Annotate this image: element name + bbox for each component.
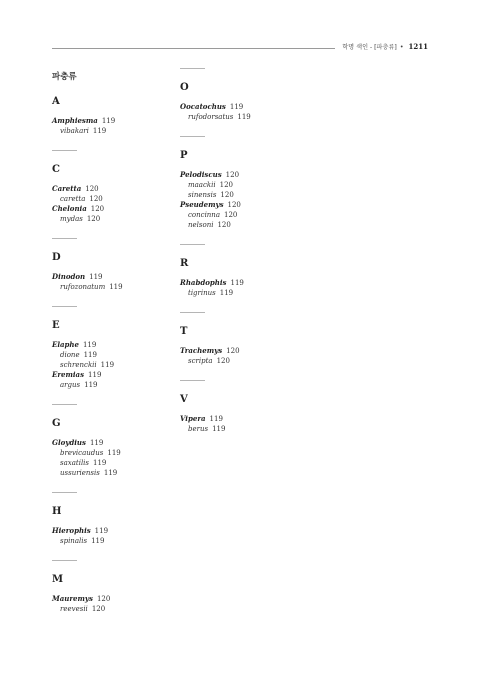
entry-list (180, 102, 290, 122)
page-reference: 119 (209, 415, 223, 423)
group-divider (52, 492, 77, 493)
section-title: 파충류 (52, 72, 77, 82)
genus-entry (52, 116, 162, 126)
entry-list (52, 340, 162, 390)
page-reference: 119 (103, 469, 118, 477)
page-reference: 120 (226, 347, 240, 355)
page-reference: 120 (90, 205, 105, 213)
entry-list (52, 272, 162, 292)
taxon-name: Mauremys (52, 594, 93, 603)
letter-heading: P (180, 150, 188, 161)
page-reference: 120 (227, 201, 241, 209)
species-entry (52, 194, 162, 204)
genus-entry (180, 102, 290, 112)
page-reference: 119 (107, 449, 121, 457)
page-reference: 119 (100, 361, 115, 369)
taxon-name: concinna (188, 211, 220, 219)
page-reference: 119 (84, 381, 98, 389)
letter-group (180, 244, 290, 298)
species-entry (52, 604, 162, 614)
entry-list (180, 278, 290, 298)
group-divider (180, 68, 205, 69)
species-entry (52, 468, 162, 478)
taxon-name: Chelonia (52, 204, 87, 213)
letter-group (52, 150, 162, 224)
entry-list (52, 116, 162, 136)
species-entry (52, 536, 162, 546)
taxon-name: Caretta (52, 184, 82, 193)
index-column-left (52, 96, 162, 628)
letter-group (180, 312, 290, 366)
letter-heading: M (52, 574, 64, 585)
genus-entry (180, 278, 290, 288)
taxon-name: Eremias (52, 370, 85, 379)
taxon-name: Gloydius (52, 438, 86, 447)
page-reference: 119 (212, 425, 226, 433)
genus-entry (180, 200, 290, 210)
header-title: 학명 색인 - [파충류] (342, 44, 397, 51)
taxon-name: maackii (188, 181, 216, 189)
genus-entry (52, 370, 162, 380)
letter-group (52, 238, 162, 292)
genus-entry (52, 526, 162, 536)
group-divider (180, 380, 205, 381)
group-divider (52, 150, 77, 151)
taxon-name: saxatilis (60, 459, 90, 467)
page-reference: 119 (89, 439, 104, 447)
genus-entry (52, 340, 162, 350)
letter-heading: V (180, 394, 188, 405)
page-reference: 119 (82, 341, 97, 349)
taxon-name: Pelodiscus (180, 170, 222, 179)
page-reference: 119 (237, 113, 251, 121)
taxon-name: nelsoni (188, 221, 214, 229)
letter-heading: H (52, 506, 62, 517)
taxon-name: ussuriensis (60, 469, 100, 477)
group-divider (52, 238, 77, 239)
group-divider (52, 404, 77, 405)
taxon-name: Pseudemys (180, 200, 224, 209)
species-entry (52, 350, 162, 360)
species-entry (180, 424, 290, 434)
taxon-name: Rhabdophis (180, 278, 227, 287)
entry-list (52, 594, 162, 614)
page-reference: 120 (220, 191, 234, 199)
taxon-name: Elaphe (52, 340, 79, 349)
species-entry (180, 288, 290, 298)
taxon-name: schrenckii (60, 361, 97, 369)
entry-list (52, 438, 162, 478)
species-entry (52, 380, 162, 390)
species-entry (180, 190, 290, 200)
genus-entry (52, 272, 162, 282)
page-number: 1211 (408, 42, 428, 51)
taxon-name: caretta (60, 195, 86, 203)
letter-heading: O (180, 82, 189, 93)
letter-heading: D (52, 252, 61, 263)
letter-group (52, 404, 162, 478)
taxon-name: Amphiesma (52, 116, 98, 125)
page-reference: 120 (217, 221, 231, 229)
taxon-name: tigrinus (188, 289, 216, 297)
page-reference: 120 (96, 595, 111, 603)
page-reference: 120 (85, 185, 99, 193)
page-reference: 119 (83, 351, 97, 359)
letter-heading: G (52, 418, 61, 429)
genus-entry (180, 346, 290, 356)
taxon-name: Vipera (180, 414, 206, 423)
taxon-name: berus (188, 425, 209, 433)
page-reference: 120 (86, 215, 101, 223)
page-reference: 120 (89, 195, 103, 203)
letter-heading: T (180, 326, 188, 337)
taxon-name: Hierophis (52, 526, 91, 535)
taxon-name: vibakari (60, 127, 89, 135)
genus-entry (52, 184, 162, 194)
group-divider (180, 244, 205, 245)
genus-entry (52, 594, 162, 604)
group-divider (52, 306, 77, 307)
taxon-name: rufozonatum (60, 283, 106, 291)
taxon-name: sinensis (188, 191, 217, 199)
page-reference: 119 (91, 537, 105, 545)
index-column-right (180, 68, 290, 448)
page-reference: 119 (89, 273, 103, 281)
letter-heading: A (52, 96, 60, 107)
running-header (342, 42, 428, 51)
genus-entry (180, 170, 290, 180)
page-reference: 119 (229, 103, 244, 111)
page-reference: 120 (91, 605, 106, 613)
entry-list (180, 170, 290, 230)
taxon-name: mydas (60, 215, 83, 223)
page-reference: 119 (92, 127, 107, 135)
group-divider (180, 312, 205, 313)
page-reference: 120 (224, 211, 238, 219)
species-entry (180, 112, 290, 122)
page-reference: 119 (109, 283, 123, 291)
letter-group (52, 560, 162, 614)
header-separator: • (399, 44, 404, 51)
entry-list (180, 346, 290, 366)
page-reference: 119 (94, 527, 109, 535)
genus-entry (52, 204, 162, 214)
page-reference: 120 (225, 171, 240, 179)
letter-group (52, 96, 162, 136)
page-reference: 119 (93, 459, 107, 467)
letter-group (180, 380, 290, 434)
page-reference: 120 (216, 357, 230, 365)
letter-group (180, 136, 290, 230)
taxon-name: dione (60, 351, 80, 359)
species-entry (180, 220, 290, 230)
page-reference: 119 (88, 371, 102, 379)
page-reference: 119 (230, 279, 244, 287)
header-rule (52, 48, 335, 49)
entry-list (52, 184, 162, 224)
taxon-name: Oocatochus (180, 102, 226, 111)
taxon-name: argus (60, 381, 81, 389)
species-entry (180, 356, 290, 366)
letter-heading: E (52, 320, 60, 331)
letter-group (180, 68, 290, 122)
taxon-name: reevesii (60, 605, 88, 613)
taxon-name: spinalis (60, 537, 88, 545)
genus-entry (180, 414, 290, 424)
species-entry (52, 126, 162, 136)
species-entry (180, 180, 290, 190)
letter-group (52, 306, 162, 390)
species-entry (52, 282, 162, 292)
page-reference: 119 (219, 289, 234, 297)
letter-group (52, 492, 162, 546)
group-divider (52, 560, 77, 561)
species-entry (52, 360, 162, 370)
taxon-name: scripta (188, 357, 213, 365)
taxon-name: Dinodon (52, 272, 86, 281)
entry-list (180, 414, 290, 434)
page-reference: 120 (219, 181, 233, 189)
taxon-name: brevicaudus (60, 449, 104, 457)
group-divider (180, 136, 205, 137)
letter-heading: R (180, 258, 189, 269)
species-entry (52, 458, 162, 468)
taxon-name: Trachemys (180, 346, 223, 355)
page-reference: 119 (101, 117, 116, 125)
entry-list (52, 526, 162, 546)
letter-heading: C (52, 164, 60, 175)
taxon-name: rufodorsatus (188, 113, 234, 121)
species-entry (180, 210, 290, 220)
genus-entry (52, 438, 162, 448)
species-entry (52, 214, 162, 224)
species-entry (52, 448, 162, 458)
